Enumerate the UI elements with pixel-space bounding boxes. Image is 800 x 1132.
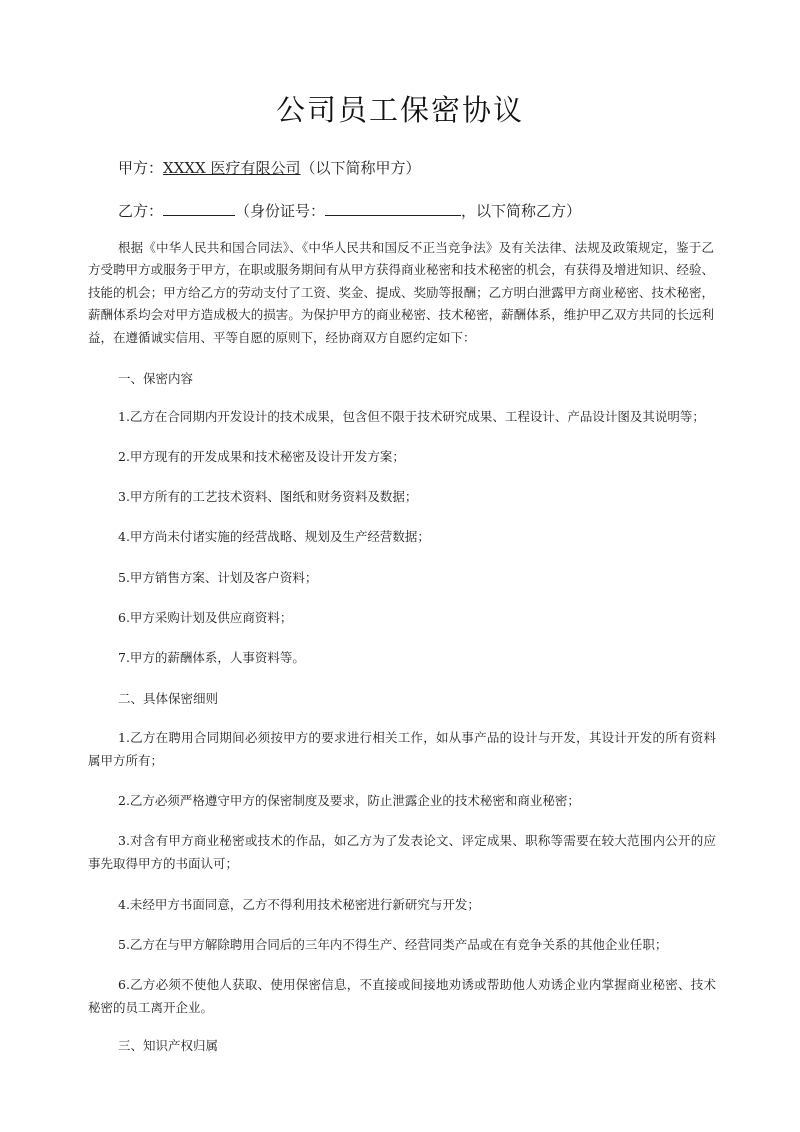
preamble-paragraph: 根据《中华人民共和国合同法》、《中华人民共和国反不正当竞争法》及有关法律、法规及政策规定，鉴于乙方受聘甲方或服务于甲方，在职或服务期间有从甲方获得商业秘密和技术秘密的机会，有获得及增进知识、经验、技能的机会；甲方给乙方的劳动支付了工资、奖金、提成、奖励等报酬；乙方明白泄露甲方商业秘密、技术秘密，薪酬体系均会对甲方造成极大的损害。为保护甲方的商业秘密、技术秘密，薪酬体系，维护甲乙双方共同的长远利益，在遵循诚实信用、平等自愿的原则下，经协商双方自愿约定如下： <box>88 240 714 345</box>
party-a-label: 甲方： <box>118 159 164 177</box>
party-b-id-label: （身份证号： <box>235 202 326 220</box>
section-1-item: 4.甲方尚未付诸实施的经营战略、规划及生产经营数据； <box>118 529 430 544</box>
document-title: 公司员工保密协议 <box>275 93 524 127</box>
section-1-item: 1.乙方在合同期内开发设计的技术成果，包含但不限于技术研究成果、工程设计、产品设计图及其说明等； <box>118 409 705 424</box>
party-a-name: XXXX 医疗有限公司 <box>163 159 301 177</box>
section-1-item: 7.甲方的薪酬体系，人事资料等。 <box>118 650 305 665</box>
section-1-heading: 一、保密内容 <box>118 371 194 386</box>
party-b-line <box>118 200 748 221</box>
party-a-line <box>118 157 748 178</box>
section-1-item: 2.甲方现有的开发成果和技术秘密及设计开发方案； <box>118 449 405 464</box>
party-b-name-blank[interactable] <box>163 201 235 216</box>
party-b-suffix: ，以下简称乙方） <box>461 202 582 220</box>
section-2-item: 1.乙方在聘用合同期间必须按甲方的要求进行相关工作，如从事产品的设计与开发，其设计开发的所有资料属甲方所有； <box>88 730 716 768</box>
party-b-id-blank[interactable] <box>325 201 461 216</box>
section-2-heading: 二、具体保密细则 <box>118 691 219 706</box>
party-a-suffix: （以下简称甲方） <box>300 159 421 177</box>
section-2-item: 3.对含有甲方商业秘密或技术的作品，如乙方为了发表论文、评定成果、职称等需要在较大范围内公开的应事先取得甲方的书面认可； <box>88 833 716 871</box>
section-1-item: 5.甲方销售方案、计划及客户资料； <box>118 570 318 585</box>
section-2-item: 4.未经甲方书面同意，乙方不得利用技术秘密进行新研究与开发； <box>118 897 480 912</box>
section-1-item: 3.甲方所有的工艺技术资料、图纸和财务资料及数据； <box>118 489 418 504</box>
section-2-item: 2.乙方必须严格遵守甲方的保密制度及要求，防止泄露企业的技术秘密和商业秘密； <box>118 793 580 808</box>
section-2-item: 5.乙方在与甲方解除聘用合同后的三年内不得生产、经营同类产品或在有竞争关系的其他企业任职； <box>118 937 668 952</box>
party-b-label: 乙方： <box>118 202 164 220</box>
section-3-heading: 三、知识产权归属 <box>118 1038 219 1053</box>
section-2-item: 6.乙方必须不使他人获取、使用保密信息，不直接或间接地劝诱或帮助他人劝诱企业内掌握商业秘密、技术秘密的员工离开企业。 <box>88 977 716 1015</box>
section-1-item: 6.甲方采购计划及供应商资料； <box>118 610 293 625</box>
